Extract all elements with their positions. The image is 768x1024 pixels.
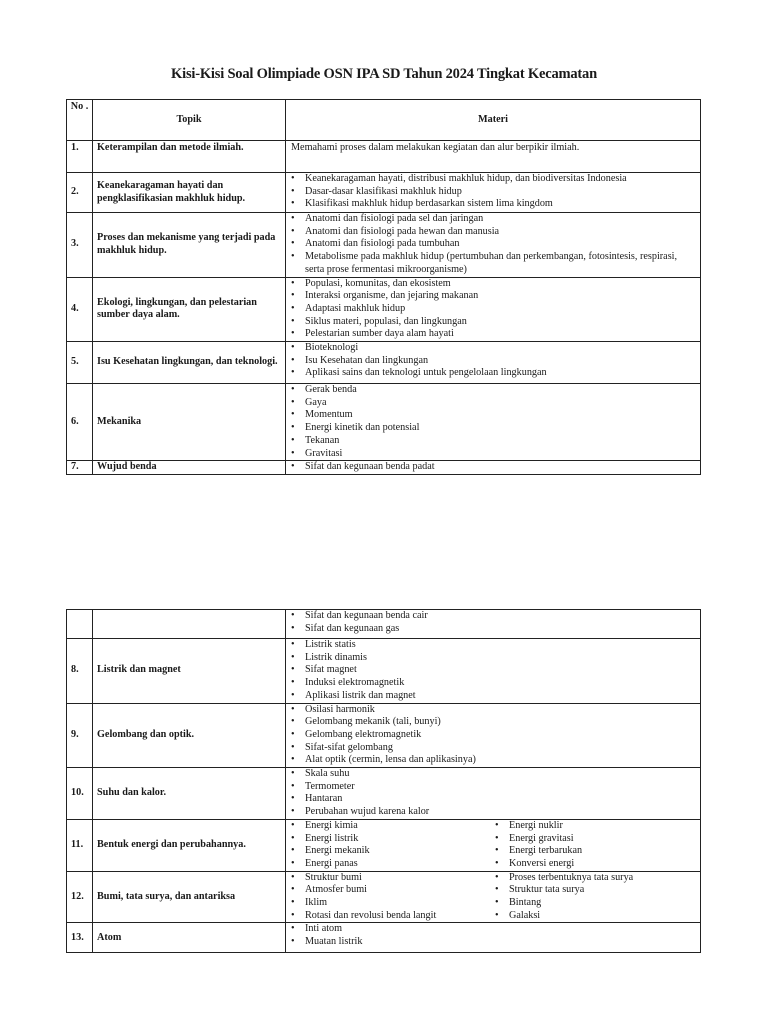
row-number: 12. xyxy=(67,871,93,923)
materi-item: • Proses terbentuknya tata surya xyxy=(493,872,697,885)
materi-list xyxy=(289,923,697,948)
materi-item: • Struktur tata surya xyxy=(493,884,697,897)
row-number: 9. xyxy=(67,703,93,768)
materi-item: • Iklim xyxy=(289,897,493,910)
materi-item: • Aplikasi sains dan teknologi untuk pengelolaan lingkungan xyxy=(289,367,697,380)
row-materi xyxy=(286,703,701,768)
materi-item: • Populasi, komunitas, dan ekosistem xyxy=(289,278,697,291)
row-number xyxy=(67,610,93,639)
materi-list xyxy=(289,278,697,342)
row-topik: Isu Kesehatan lingkungan, dan teknologi. xyxy=(93,342,286,384)
materi-list xyxy=(289,173,697,211)
materi-item: • Anatomi dan fisiologi pada sel dan jaringan xyxy=(289,213,697,226)
row-topik: Bumi, tata surya, dan antariksa xyxy=(93,871,286,923)
row-topik: Keterampilan dan metode ilmiah. xyxy=(93,141,286,173)
table-row xyxy=(67,213,701,278)
table-row xyxy=(67,871,701,923)
materi-item: • Aplikasi listrik dan magnet xyxy=(289,690,697,703)
table-row xyxy=(67,384,701,461)
row-number: 7. xyxy=(67,461,93,475)
row-number: 1. xyxy=(67,141,93,173)
materi-item: • Energi listrik xyxy=(289,833,493,846)
materi-list xyxy=(289,213,697,277)
row-topik: Atom xyxy=(93,923,286,953)
materi-item: • Konversi energi xyxy=(493,858,697,871)
materi-two-column xyxy=(289,872,697,923)
row-topik: Gelombang dan optik. xyxy=(93,703,286,768)
materi-item: • Gelombang elektromagnetik xyxy=(289,729,697,742)
row-materi xyxy=(286,277,701,342)
materi-item: • Gravitasi xyxy=(289,448,697,461)
row-topik: Proses dan mekanisme yang terjadi pada makhluk hidup. xyxy=(93,213,286,278)
materi-item: • Muatan listrik xyxy=(289,936,697,949)
materi-item: • Bioteknologi xyxy=(289,342,697,355)
table-header-row xyxy=(67,100,701,141)
row-materi xyxy=(286,610,701,639)
materi-item: • Sifat-sifat gelombang xyxy=(289,742,697,755)
row-materi xyxy=(286,342,701,384)
materi-two-column xyxy=(289,820,697,871)
table-body-page-1 xyxy=(67,141,701,475)
materi-list xyxy=(289,384,697,460)
row-number: 10. xyxy=(67,768,93,820)
materi-item: • Rotasi dan revolusi benda langit xyxy=(289,910,493,923)
materi-item: • Anatomi dan fisiologi pada hewan dan manusia xyxy=(289,226,697,239)
materi-item: • Listrik statis xyxy=(289,639,697,652)
row-number: 5. xyxy=(67,342,93,384)
materi-item: • Gerak benda xyxy=(289,384,697,397)
materi-item: • Adaptasi makhluk hidup xyxy=(289,303,697,316)
materi-list xyxy=(289,768,697,819)
row-topik: Listrik dan magnet xyxy=(93,639,286,704)
materi-item: • Osilasi harmonik xyxy=(289,704,697,717)
materi-list xyxy=(289,820,493,871)
row-materi xyxy=(286,923,701,953)
materi-item: • Energi terbarukan xyxy=(493,845,697,858)
materi-list xyxy=(289,610,697,635)
row-topik: Keanekaragaman hayati dan pengklasifikasian makhluk hidup. xyxy=(93,173,286,213)
row-materi xyxy=(286,213,701,278)
row-number: 11. xyxy=(67,819,93,871)
kisi-kisi-table-page-1 xyxy=(66,99,701,475)
materi-item: • Energi mekanik xyxy=(289,845,493,858)
row-number: 3. xyxy=(67,213,93,278)
row-topik xyxy=(93,610,286,639)
materi-list xyxy=(493,872,697,923)
row-materi xyxy=(286,461,701,475)
row-number: 13. xyxy=(67,923,93,953)
materi-item: • Inti atom xyxy=(289,923,697,936)
table-row xyxy=(67,923,701,953)
row-topik: Wujud benda xyxy=(93,461,286,475)
materi-item: • Gaya xyxy=(289,397,697,410)
materi-item: • Tekanan xyxy=(289,435,697,448)
table-row xyxy=(67,141,701,173)
materi-item: • Sifat dan kegunaan benda cair xyxy=(289,610,697,623)
materi-list xyxy=(289,461,697,474)
materi-item: • Bintang xyxy=(493,897,697,910)
materi-item: • Anatomi dan fisiologi pada tumbuhan xyxy=(289,238,697,251)
materi-list xyxy=(289,342,697,380)
materi-item: • Galaksi xyxy=(493,910,697,923)
row-topik: Suhu dan kalor. xyxy=(93,768,286,820)
row-number: 8. xyxy=(67,639,93,704)
materi-text: Memahami proses dalam melakukan kegiatan dan alur berpikir ilmiah. xyxy=(291,142,580,153)
table-row xyxy=(67,703,701,768)
materi-item: • Alat optik (cermin, lensa dan aplikasinya) xyxy=(289,754,697,767)
materi-item: • Pelestarian sumber daya alam hayati xyxy=(289,328,697,341)
materi-item: • Perubahan wujud karena kalor xyxy=(289,806,697,819)
materi-item: • Interaksi organisme, dan jejaring makanan xyxy=(289,290,697,303)
table-row xyxy=(67,173,701,213)
table-row xyxy=(67,610,701,639)
materi-item: • Struktur bumi xyxy=(289,872,493,885)
materi-item: • Atmosfer bumi xyxy=(289,884,493,897)
row-materi xyxy=(286,768,701,820)
table-row xyxy=(67,342,701,384)
materi-list xyxy=(289,704,697,768)
row-materi xyxy=(286,173,701,213)
document-title: Kisi-Kisi Soal Olimpiade OSN IPA SD Tahun 2024 Tingkat Kecamatan xyxy=(171,66,597,82)
materi-item: • Energi nuklir xyxy=(493,820,697,833)
row-materi xyxy=(286,141,701,173)
table-body-page-2 xyxy=(67,610,701,953)
row-topik: Mekanika xyxy=(93,384,286,461)
materi-item: • Energi kinetik dan potensial xyxy=(289,422,697,435)
row-materi xyxy=(286,819,701,871)
row-materi xyxy=(286,384,701,461)
materi-list xyxy=(493,820,697,871)
materi-item: • Energi kimia xyxy=(289,820,493,833)
materi-item: • Klasifikasi makhluk hidup berdasarkan sistem lima kingdom xyxy=(289,198,697,211)
table-row xyxy=(67,768,701,820)
row-topik: Ekologi, lingkungan, dan pelestarian sumber daya alam. xyxy=(93,277,286,342)
row-materi xyxy=(286,871,701,923)
kisi-kisi-table-page-2 xyxy=(66,609,701,953)
table-row xyxy=(67,639,701,704)
materi-item: • Termometer xyxy=(289,781,697,794)
materi-item: • Metabolisme pada makhluk hidup (pertumbuhan dan perkembangan, fotosintesis, respirasi, serta prose fermentasi mikroorganisme) xyxy=(289,251,697,276)
materi-item: • Keanekaragaman hayati, distribusi makhluk hidup, dan biodiversitas Indonesia xyxy=(289,173,697,186)
materi-item: • Energi gravitasi xyxy=(493,833,697,846)
materi-item: • Momentum xyxy=(289,409,697,422)
table-row xyxy=(67,819,701,871)
header-no: No . xyxy=(67,100,93,141)
materi-list xyxy=(289,639,697,703)
materi-item: • Gelombang mekanik (tali, bunyi) xyxy=(289,716,697,729)
row-number: 4. xyxy=(67,277,93,342)
materi-item: • Isu Kesehatan dan lingkungan xyxy=(289,355,697,368)
materi-item: • Listrik dinamis xyxy=(289,652,697,665)
materi-item: • Skala suhu xyxy=(289,768,697,781)
materi-item: • Hantaran xyxy=(289,793,697,806)
materi-item: • Siklus materi, populasi, dan lingkungan xyxy=(289,316,697,329)
materi-item: • Dasar-dasar klasifikasi makhluk hidup xyxy=(289,186,697,199)
row-topik: Bentuk energi dan perubahannya. xyxy=(93,819,286,871)
materi-item: • Sifat magnet xyxy=(289,664,697,677)
table-row xyxy=(67,461,701,475)
header-topik: Topik xyxy=(93,100,286,141)
row-number: 2. xyxy=(67,173,93,213)
header-materi: Materi xyxy=(286,100,701,141)
materi-item: • Sifat dan kegunaan gas xyxy=(289,623,697,636)
row-materi xyxy=(286,639,701,704)
materi-item: • Sifat dan kegunaan benda padat xyxy=(289,461,697,474)
materi-item: • Energi panas xyxy=(289,858,493,871)
row-number: 6. xyxy=(67,384,93,461)
table-row xyxy=(67,277,701,342)
materi-item: • Induksi elektromagnetik xyxy=(289,677,697,690)
materi-list xyxy=(289,872,493,923)
